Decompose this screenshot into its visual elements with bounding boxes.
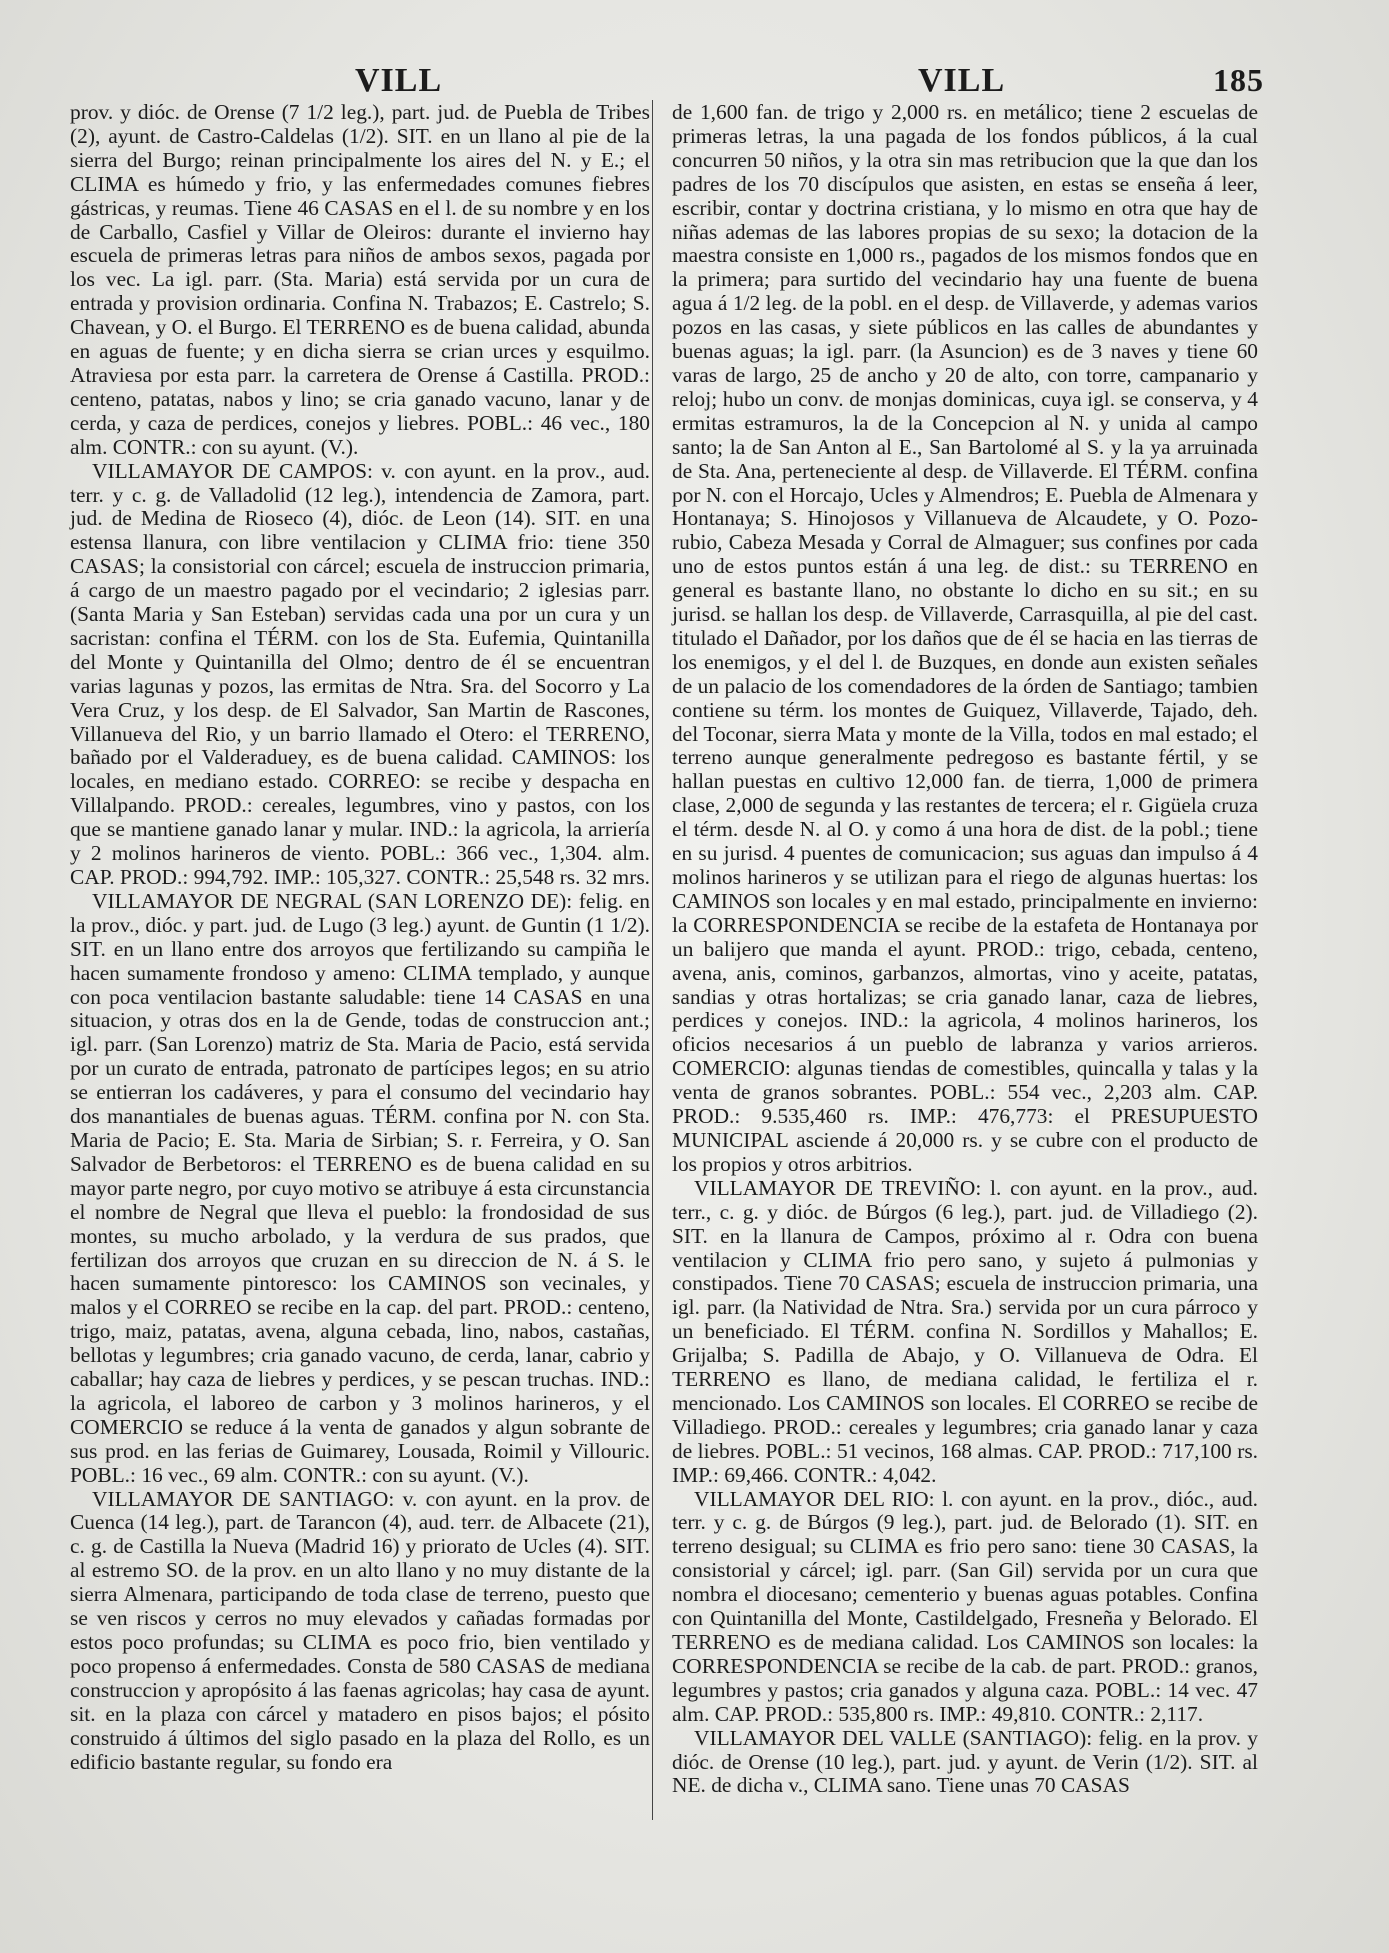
entry-villamayor-del-rio: VILLAMAYOR DEL RIO: l. con ayunt. en la prov., dióc., aud. terr. y c. g. de Búrgos (9 leg.), part. jud. de Belorado (1). SIT. en terreno desigual; su CLIMA es frio pero sano: tiene 30 CASAS, la consistorial y cárcel; igl. parr. (San Gil) servida por un cura que nombra el diocesano; cementerio y buenas aguas potables. Confina con Quintanilla del Monte, Castildelgado, Fresneña y Belorado. El TERRENO es de mediana calidad. Los CAMINOS son locales: la CORRESPONDENCIA se recibe de la cab. de part. PROD.: granos, legumbres y pastos; cria ganados y alguna caza. POBL.: 14 vec. 47 alm. CAP. PROD.: 535,800 rs. IMP.: 49,810. CONTR.: 2,117. [672,1486,1258,1726]
page-number: 185 [1213,62,1264,98]
entry-continuation: prov. y dióc. de Orense (7 1/2 leg.), part. jud. de Puebla de Tribes (2), ayunt. de Castro-Caldelas (1/2). SIT. en un llano al pie de la sierra del Burgo; reinan principalmente los aires del N. y E.; el CLIMA es húmedo y frio, y las enfermedades comunes fiebres gástricas, y reumas. Tiene 46 CASAS en el l. de su nombre y en los de Carballo, Casfiel y Villar de Oleiros: durante el invierno hay escuela de primeras letras para niños de ambos sexos, pagada por los vec. La igl. parr. (Sta. Maria) está servida por un cura de entrada y provision ordinaria. Confina N. Trabazos; E. Castrelo; S. Chavean, y O. el Burgo. El TERRENO es de buena calidad, abunda en aguas de fuente; y en dicha sierra se crian urces y esquilmo. Atraviesa por esta parr. la carretera de Orense á Castilla. PROD.: centeno, patatas, nabos y lino; se cria ganado vacuno, lanar y de cerda, y caza de perdices, conejos y liebres. POBL.: 46 vec., 180 alm. CONTR.: con su ayunt. (V.). [70,100,650,459]
running-head-right: VILL [918,62,1006,99]
left-column [70,101,650,1774]
running-head-left: VILL [355,62,443,99]
entry-villamayor-de-santiago: VILLAMAYOR DE SANTIAGO: v. con ayunt. en la prov. de Cuenca (14 leg.), part. de Tarancon (4), aud. terr. de Albacete (21), c. g. de Castilla la Nueva (Madrid 16) y priorato de Ucles (4). SIT. al estremo SO. de la prov. en un alto llano y no muy distante de la sierra Almenara, participando de toda clase de terreno, puesto que se ven riscos y cerros no muy elevados y cañadas formadas por estos poco profundas; su CLIMA es poco frio, bien ventilado y poco propenso á enfermedades. Consta de 580 CASAS de mediana construccion y apropósito á las faenas agricolas; hay casa de ayunt. sit. en la plaza con cárcel y matadero en pisos bajos; el pósito construido á últimos del siglo pasado en la plaza del Rollo, es un edificio bastante regular, su fondo era [70,1486,650,1774]
entry-villamayor-del-valle: VILLAMAYOR DEL VALLE (SANTIAGO): felig. en la prov. y dióc. de Orense (10 leg.), part. jud. y ayunt. de Verin (1/2). SIT. al NE. de dicha v., CLIMA sano. Tiene unas 70 CASAS [672,1725,1258,1798]
entry-santiago-continuation: de 1,600 fan. de trigo y 2,000 rs. en metálico; tiene 2 escuelas de primeras letras, la una pagada de los fondos públicos, á la cual concurren 50 niños, y la otra sin mas retribucion que la que dan los padres de los 70 discípulos que asisten, en estas se enseña á leer, escribir, contar y doctrina cristiana, y lo mismo en otra que hay de niñas ademas de las labores propias de su sexo; la dotacion de la maestra consiste en 1,000 rs., pagados de los mismos fondos que en la primera; para surtido del vecindario hay una fuente de buena agua á 1/2 leg. de la pobl. en el desp. de Villaverde, y ademas varios pozos en las casas, y siete públicos en las calles de abundantes y buenas aguas; la igl. parr. (la Asuncion) es de 3 naves y tiene 60 varas de largo, 25 de ancho y 20 de alto, con torre, campanario y reloj; hubo un conv. de monjas dominicas, cuya igl. se conserva, y 4 ermitas estramuros, la de la Concepcion al N. y unida al campo santo; la de San Anton al E., San Bartolomé al S. y la ya arruinada de Sta. Ana, perteneciente al desp. de Villaverde. El TÉRM. confina por N. con el Horcajo, Ucles y Almendros; E. Puebla de Almenara y Hontanaya; S. Hinojosos y Villanueva de Alcaudete, y O. Pozo-rubio, Cabeza Mesada y Corral de Almaguer; sus confines por cada uno de estos puntos están á una leg. de dist.: su TERRENO en general es bastante llano, no obstante lo dicho en su sit.; en su jurisd. se hallan los desp. de Villaverde, Carrasquilla, al pie del cast. titulado el Dañador, por los daños que de él se hacia en las tierras de los enemigos, y el del l. de Buzques, en donde aun existen señales de un palacio de los comendadores de la órden de Santiago; tambien contiene su térm. los montes de Guiquez, Villaverde, Tajado, deh. del Toconar, sierra Mata y monte de la Villa, todos en mal estado; el terreno aunque generalmente pedregoso es bastante fértil, y se hallan puestas en cultivo 12,000 fan. de tierra, 1,000 de primera clase, 2,000 de segunda y las restantes de tercera; el r. Gigüela cruza el térm. desde N. al O. y como á una hora de dist. de la pobl.; tiene en su jurisd. 4 puentes de comunicacion; sus aguas dan impulso á 4 molinos harineros y se utilizan para el riego de algunas huertas: los CAMINOS son locales y en mal estado, principalmente en invierno: la CORRESPONDENCIA se recibe de la estafeta de Hontanaya por un balijero que manda el ayunt. PROD.: trigo, cebada, centeno, avena, anis, cominos, garbanzos, almortas, vino y aceite, patatas, sandias y otras hortalizas; se cria ganado lanar, caza de liebres, perdices y conejos. IND.: la agricola, 4 molinos harineros, los oficios necesarios á un pueblo de labranza y varios arrieros. COMERCIO: algunas tiendas de comestibles, quincalla y talas y la venta de granos sobrantes. POBL.: 554 vec., 2,203 alm. CAP. PROD.: 9.535,460 rs. IMP.: 476,773: el PRESUPUESTO MUNICIPAL asciende á 20,000 rs. y se cubre con el producto de los propios y otros arbitrios. [672,100,1258,1176]
entry-villamayor-de-negral: VILLAMAYOR DE NEGRAL (SAN LORENZO DE): felig. en la prov., dióc. y part. jud. de Lugo (3 leg.) ayunt. de Guntin (1 1/2). SIT. en un llano entre dos arroyos que fertilizando su campiña le hacen sumamente frondoso y ameno: CLIMA templado, y aunque con poca ventilacion bastante saludable: tiene 14 CASAS en una situacion, y otras dos en la de Gende, todas de construccion ant.; igl. parr. (San Lorenzo) matriz de Sta. Maria de Pacio, está servida por un curato de entrada, patronato de partícipes legos; en su atrio se entierran los cadáveres, y para el consumo del vecindario hay dos manantiales de buenas aguas. TÉRM. confina por N. con Sta. Maria de Pacio; E. Sta. Maria de Sirbian; S. r. Ferreira, y O. San Salvador de Berbetoros: el TERRENO es de buena calidad en su mayor parte negro, por cuyo motivo se atribuye á esta circunstancia el nombre de Negral que lleva el pueblo: la frondosidad de sus montes, su mucho arbolado, y la verdura de sus prados, que fertilizan dos arroyos que cruzan en su direccion de N. á S. le hacen sumamente pintoresco: los CAMINOS son vecinales, y malos y el CORREO se recibe en la cap. del part. PROD.: centeno, trigo, maiz, patatas, avena, alguna cebada, lino, nabos, castañas, bellotas y legumbres; cria ganado vacuno, de cerda, lanar, cabrio y caballar; hay caza de liebres y perdices, y se pescan truchas. IND.: la agricola, el laboreo de carbon y 3 molinos harineros, y el COMERCIO se reduce á la venta de ganados y algun sobrante de sus prod. en las ferias de Guimarey, Lousada, Roimil y Villouric. POBL.: 16 vec., 69 alm. CONTR.: con su ayunt. (V.). [70,888,650,1487]
right-column [672,101,1258,1798]
entry-villamayor-de-campos: VILLAMAYOR DE CAMPOS: v. con ayunt. en la prov., aud. terr. y c. g. de Valladolid (12 leg.), intendencia de Zamora, part. jud. de Medina de Rioseco (4), dióc. de Leon (14). SIT. en una estensa llanura, con libre ventilacion y CLIMA frio: tiene 350 CASAS; la consistorial con cárcel; escuela de instruccion primaria, á cargo de un maestro pagado por el vecindario; 2 iglesias parr. (Santa Maria y San Esteban) servidas cada una por un cura y un sacristan: confina el TÉRM. con los de Sta. Eufemia, Quintanilla del Monte y Quintanilla del Olmo; dentro de él se encuentran varias lagunas y pozos, las ermitas de Ntra. Sra. del Socorro y La Vera Cruz, y los desp. de El Salvador, San Martin de Rascones, Villanueva del Rio, y un barrio llamado el Otero: el TERRENO, bañado por el Valderaduey, es de buena calidad. CAMINOS: los locales, en mediano estado. CORREO: se recibe y despacha en Villalpando. PROD.: cereales, legumbres, vino y pastos, con los que se mantiene ganado lanar y mular. IND.: la agricola, la arriería y 2 molinos harineros de viento. POBL.: 366 vec., 1,304. alm. CAP. PROD.: 994,792. IMP.: 105,327. CONTR.: 25,548 rs. 32 mrs. [70,458,650,889]
column-divider [652,100,653,1820]
entry-villamayor-de-trevino: VILLAMAYOR DE TREVIÑO: l. con ayunt. en la prov., aud. terr., c. g. y dióc. de Búrgos (6 leg.), part. jud. de Villadiego (2). SIT. en la llanura de Campos, próximo al r. Odra con buena ventilacion y CLIMA frio pero sano, y sujeto á pulmonias y constipados. Tiene 70 CASAS; escuela de instruccion primaria, una igl. parr. (la Natividad de Ntra. Sra.) servida por un cura párroco y un beneficiado. El TÉRM. confina N. Sordillos y Mahallos; E. Grijalba; S. Padilla de Abajo, y O. Villanueva de Odra. El TERRENO es llano, de mediana calidad, le fertiliza el r. mencionado. Los CAMINOS son locales. El CORREO se recibe de Villadiego. PROD.: cereales y legumbres; cria ganado lanar y caza de liebres. POBL.: 51 vecinos, 168 almas. CAP. PROD.: 717,100 rs. IMP.: 69,466. CONTR.: 4,042. [672,1175,1258,1487]
